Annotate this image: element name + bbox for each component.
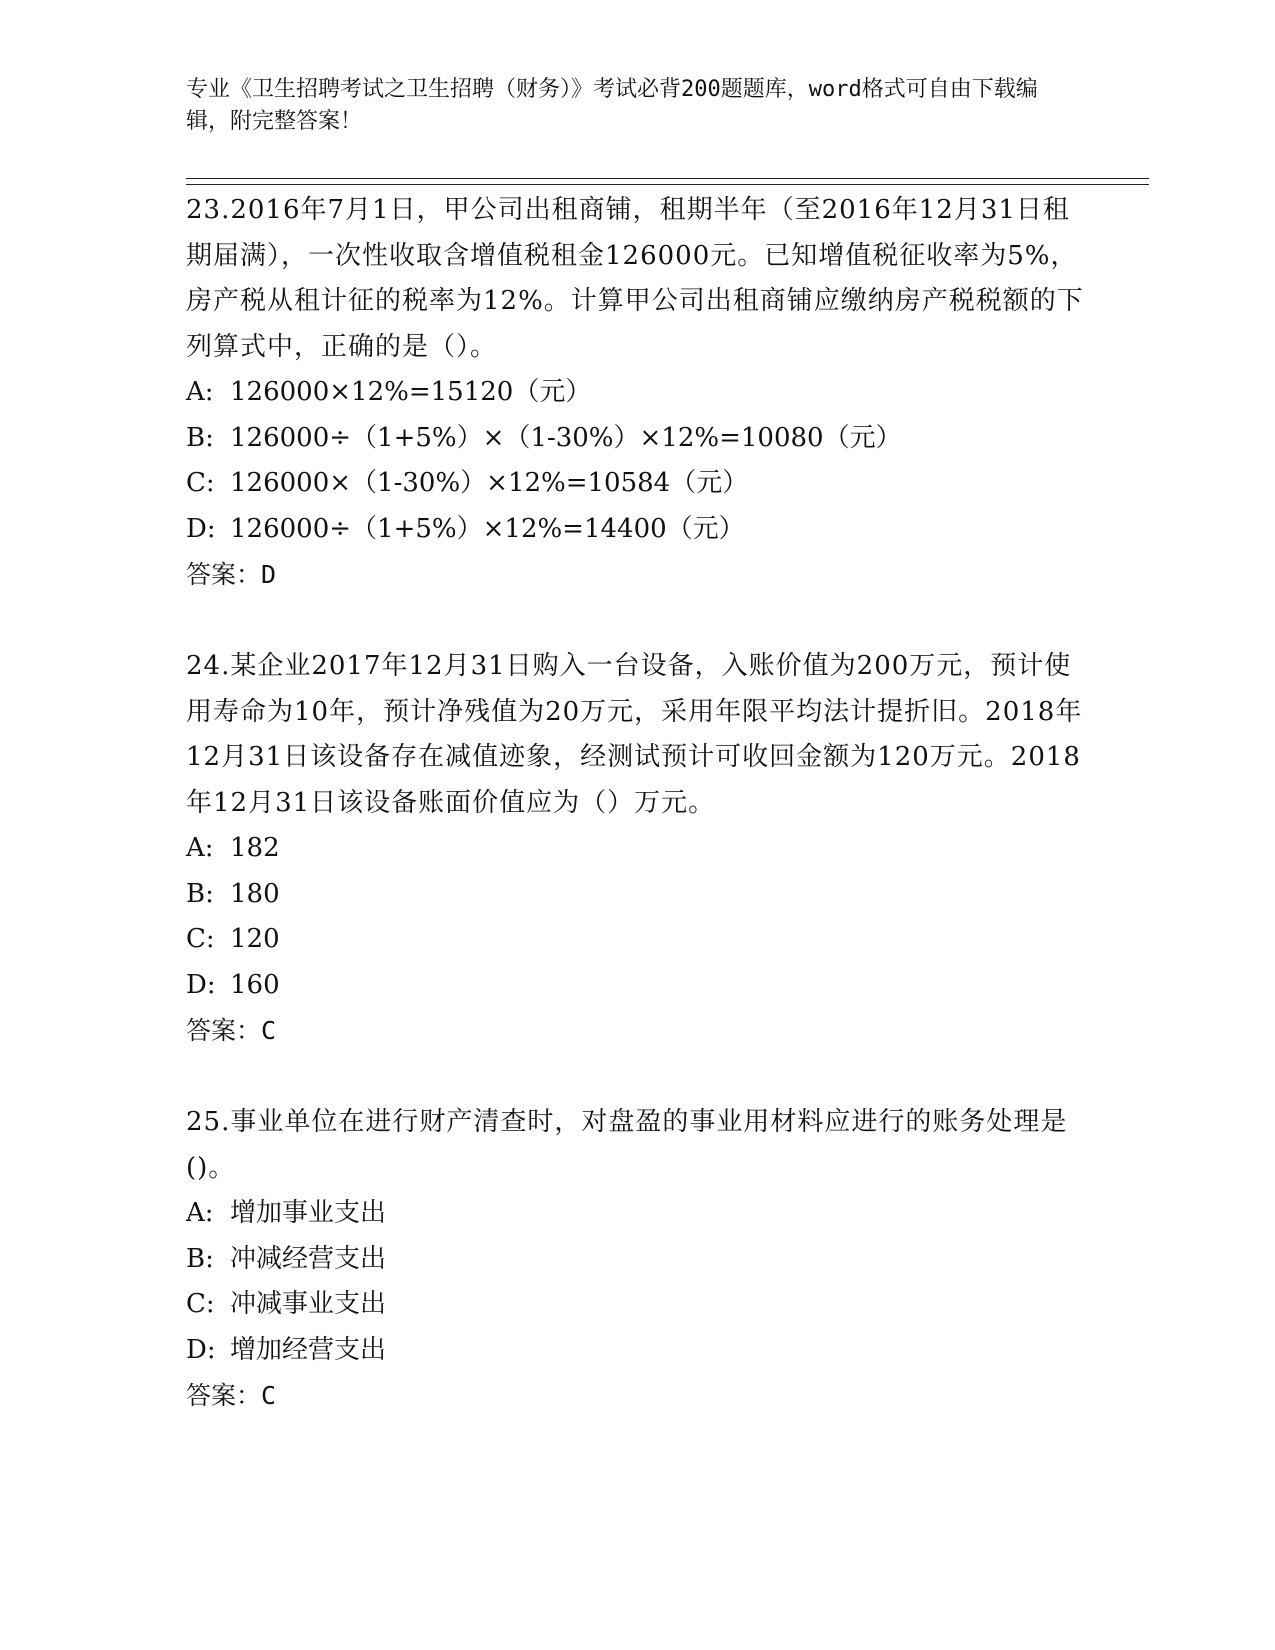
option-letter: B: — [186, 1243, 214, 1274]
option-letter: A: — [186, 377, 214, 407]
option-text: 冲减经营支出 — [230, 1243, 387, 1274]
option-d — [186, 1328, 1086, 1374]
option-text: 160 — [230, 969, 280, 1000]
option-letter: B: — [186, 878, 214, 909]
option-c — [186, 461, 1086, 507]
answer-line: 答案：C — [186, 1016, 277, 1045]
option-d — [186, 963, 1086, 1009]
option-text: 182 — [230, 833, 280, 863]
question-24 — [186, 644, 1086, 1054]
question-stem: 25.事业单位在进行财产清查时，对盘盈的事业用材料应进行的账务处理是()。 — [186, 1107, 1068, 1183]
option-letter: A: — [186, 833, 214, 863]
question-25 — [186, 1100, 1086, 1419]
question-stem: 24.某企业2017年12月31日购入一台设备，入账价值为200万元，预计使用寿命为10年，预计净残值为20万元，采用年限平均法计提折旧。2018年12月31日该设备存在减值迹象，经测试预计可收回金额为120万元。2018年12月31日该设备账面价值应为（）万元。 — [186, 651, 1083, 818]
option-text: 126000×（1-30%）×12%=10584（元） — [230, 468, 749, 498]
option-text: 180 — [230, 878, 280, 909]
answer-line: 答案：C — [186, 1381, 277, 1410]
document-header: 专业《卫生招聘考试之卫生招聘（财务）》考试必背200题题库，word格式可自由下载编辑，附完整答案！ — [186, 77, 1038, 134]
option-letter: C: — [186, 924, 215, 954]
option-text: 增加经营支出 — [230, 1334, 387, 1365]
option-letter: C: — [186, 1289, 215, 1319]
option-b — [186, 416, 1086, 462]
option-c — [186, 1282, 1086, 1328]
option-c — [186, 917, 1086, 963]
header-divider-top — [186, 178, 1149, 179]
option-text: 增加事业支出 — [230, 1198, 387, 1228]
option-a — [186, 826, 1086, 872]
option-letter: D: — [186, 1334, 216, 1365]
question-23 — [186, 188, 1086, 598]
answer-line: 答案：D — [186, 560, 277, 589]
option-letter: A: — [186, 1198, 214, 1228]
option-text: 120 — [230, 924, 280, 954]
option-b — [186, 1237, 1086, 1283]
option-b — [186, 872, 1086, 918]
option-a — [186, 1191, 1086, 1237]
option-text: 冲减事业支出 — [230, 1289, 387, 1319]
option-a — [186, 370, 1086, 416]
option-letter: B: — [186, 422, 214, 453]
option-text: 126000÷（1+5%）×（1-30%）×12%=10080（元） — [230, 422, 902, 453]
option-letter: D: — [186, 969, 216, 1000]
option-text: 126000×12%=15120（元） — [230, 377, 592, 407]
option-letter: C: — [186, 468, 215, 498]
question-stem: 23.2016年7月1日，甲公司出租商铺，租期半年（至2016年12月31日租期届满），一次性收取含增值税租金126000元。已知增值税征收率为5%，房产税从租计征的税率为12%。计算甲公司出租商铺应缴纳房产税税额的下列算式中，正确的是（）。 — [186, 195, 1084, 362]
header-divider-bottom — [186, 184, 1149, 185]
option-d — [186, 507, 1086, 553]
option-letter: D: — [186, 513, 216, 544]
option-text: 126000÷（1+5%）×12%=14400（元） — [230, 513, 745, 544]
